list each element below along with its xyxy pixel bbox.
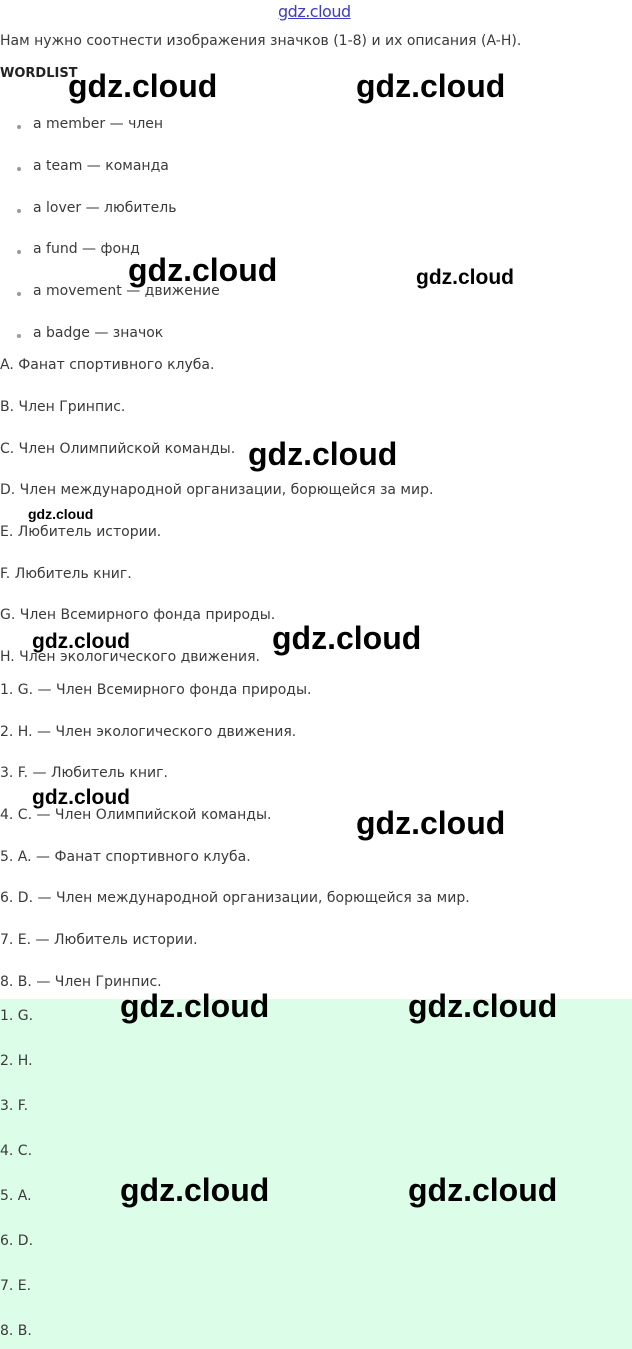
watermark: gdz.cloud (272, 620, 422, 656)
description-item: G. Член Всемирного фонда природы. (0, 607, 276, 623)
watermark: gdz.cloud (28, 506, 94, 522)
bullet-icon (17, 292, 21, 296)
answer-item: 8. B. — Член Гринпис. (0, 974, 162, 990)
short-answer-item: 7. E. (0, 1278, 32, 1294)
watermark: gdz.cloud (128, 252, 278, 288)
short-answer-item: 2. H. (0, 1053, 33, 1069)
wordlist-item: a fund — фонд (33, 241, 140, 257)
wordlist-item: a movement — движение (33, 283, 220, 299)
description-item: F. Любитель книг. (0, 566, 132, 582)
short-answer-item: 5. A. (0, 1188, 32, 1204)
watermark: gdz.cloud (120, 1172, 270, 1208)
intro-text: Нам нужно соотнести изображения значков (1-8) и их описания (A-H). (0, 33, 522, 49)
bullet-icon (17, 167, 21, 171)
watermark: gdz.cloud (68, 68, 218, 104)
wordlist-item: a member — член (33, 116, 164, 132)
watermark: gdz.cloud (248, 436, 398, 472)
bullet-icon (17, 209, 21, 213)
short-answer-item: 6. D. (0, 1233, 34, 1249)
watermark: gdz.cloud (120, 988, 270, 1024)
description-item: D. Член международной организации, борющейся за мир. (0, 482, 434, 498)
short-answer-item: 4. C. (0, 1143, 33, 1159)
answer-item: 2. H. — Член экологического движения. (0, 724, 297, 740)
description-item: H. Член экологического движения. (0, 649, 260, 665)
description-item: B. Член Гринпис. (0, 399, 126, 415)
description-item: C. Член Олимпийской команды. (0, 441, 236, 457)
wordlist-title: WORDLIST (0, 66, 78, 81)
wordlist-item: a lover — любитель (33, 200, 177, 216)
answer-item: 7. E. — Любитель истории. (0, 932, 198, 948)
watermark: gdz.cloud (408, 1172, 558, 1208)
wordlist-item: a team — команда (33, 158, 169, 174)
answer-item: 1. G. — Член Всемирного фонда природы. (0, 682, 312, 698)
wordlist-item: a badge — значок (33, 325, 164, 341)
watermark: gdz.cloud (356, 805, 506, 841)
watermark: gdz.cloud (32, 630, 130, 653)
watermark: gdz.cloud (356, 68, 506, 104)
answer-item: 5. A. — Фанат спортивного клуба. (0, 849, 251, 865)
watermark: gdz.cloud (32, 786, 130, 809)
answer-item: 3. F. — Любитель книг. (0, 765, 168, 781)
bullet-icon (17, 250, 21, 254)
bullet-icon (17, 125, 21, 129)
answer-item: 4. C. — Член Олимпийской команды. (0, 807, 272, 823)
short-answer-item: 1. G. (0, 1008, 34, 1024)
short-answer-item: 3. F. (0, 1098, 29, 1114)
short-answer-item: 8. B. (0, 1323, 32, 1339)
bullet-icon (17, 334, 21, 338)
watermark: gdz.cloud (408, 988, 558, 1024)
site-header-link[interactable]: gdz.cloud (278, 2, 351, 21)
description-item: A. Фанат спортивного клуба. (0, 357, 215, 373)
watermark: gdz.cloud (416, 266, 514, 289)
answer-item: 6. D. — Член международной организации, борющейся за мир. (0, 890, 470, 906)
description-item: E. Любитель истории. (0, 524, 162, 540)
